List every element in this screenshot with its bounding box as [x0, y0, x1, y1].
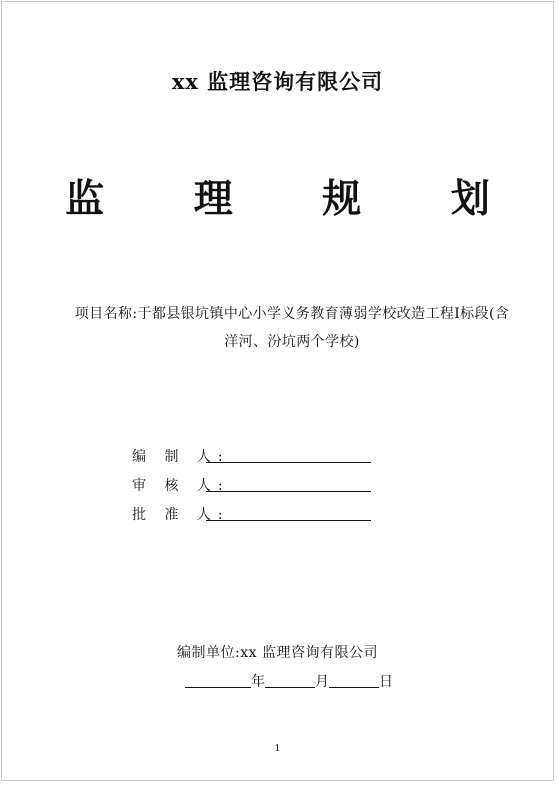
- project-name-line-2: 洋河、汾坑两个学校): [224, 334, 360, 350]
- document-title: 监 理 规 划: [65, 176, 528, 222]
- document-page: [1, 1, 554, 781]
- page-number: 1: [274, 744, 281, 754]
- compiling-unit: 编制单位:xx 监理咨询有限公司: [177, 645, 378, 661]
- compiler-signature-line: [206, 448, 371, 463]
- year-blank: [185, 673, 251, 688]
- month-label: 月: [315, 674, 329, 690]
- reviewer-row: [132, 475, 371, 495]
- compiler-row: [132, 446, 371, 466]
- project-name-line-1: 项目名称:于都县银坑镇中心小学义务教育薄弱学校改造工程Ⅰ标段(含: [74, 306, 510, 322]
- company-name: xx 监理咨询有限公司: [171, 69, 384, 94]
- year-label: 年: [251, 674, 265, 690]
- approver-label: 批 准 人:: [132, 507, 230, 523]
- approver-row: [132, 504, 371, 524]
- project-name: [55, 300, 529, 356]
- day-blank: [329, 673, 379, 688]
- reviewer-label: 审 核 人:: [132, 478, 230, 494]
- compiler-label: 编 制 人:: [132, 449, 230, 465]
- date-row: [185, 671, 393, 691]
- day-label: 日: [379, 674, 393, 690]
- approver-signature-line: [206, 506, 371, 521]
- reviewer-signature-line: [206, 477, 371, 492]
- month-blank: [265, 673, 315, 688]
